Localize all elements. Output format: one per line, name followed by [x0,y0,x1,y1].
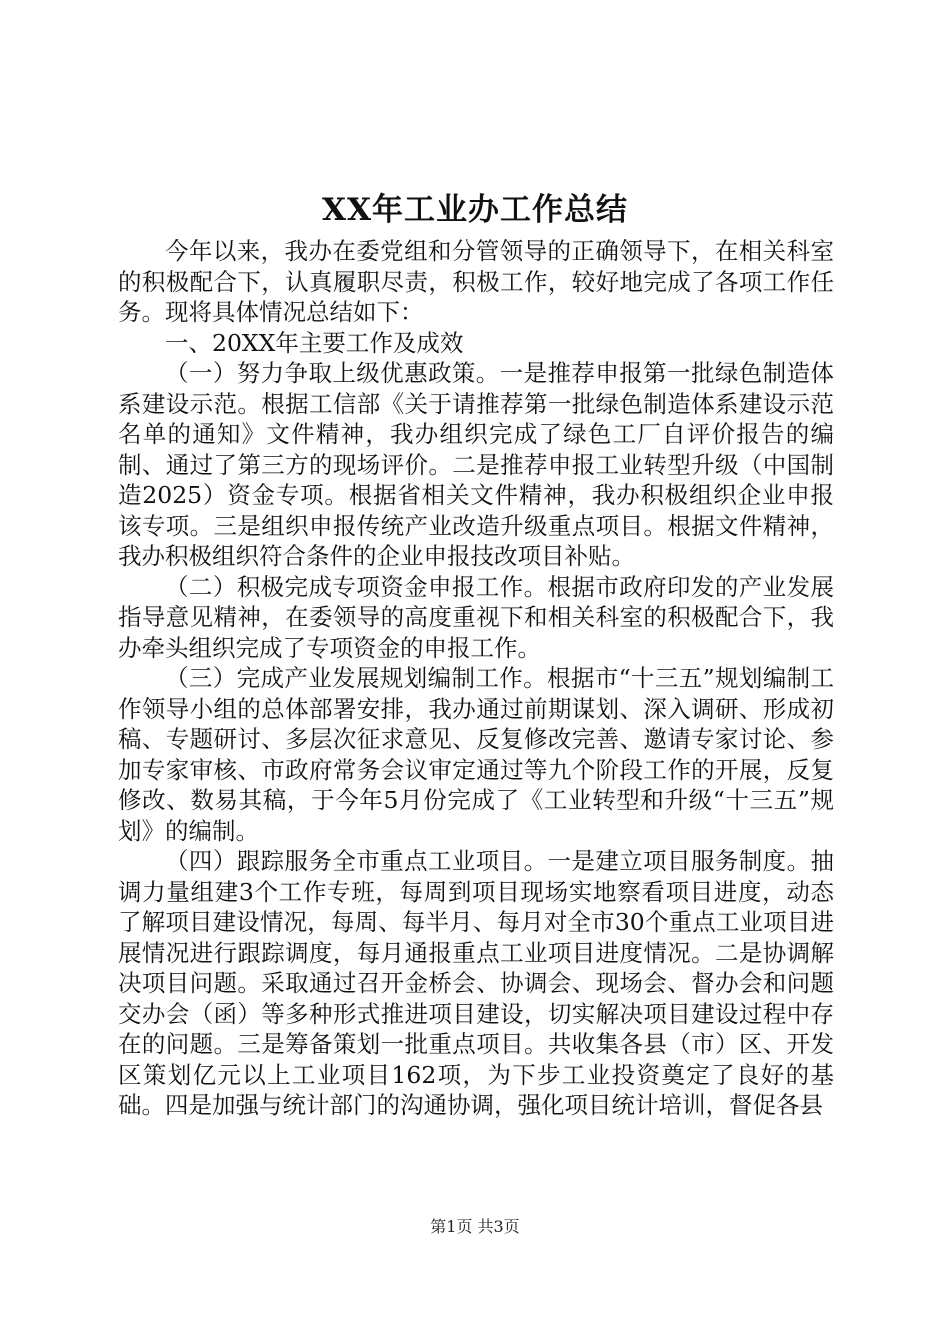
body-paragraph: （三）完成产业发展规划编制工作。根据市“十三五”规划编制工作领导小组的总体部署安排，我办通过前期谋划、深入调研、形成初稿、专题研讨、多层次征求意见、反复修改完善、邀请专家讨论、参加专家审核、市政府常务会议审定通过等九个阶段工作的开展，反复修改、数易其稿，于今年5月份完成了《工业转型和升级“十三五”规划》的编制。 [118,664,834,845]
document-title: XX年工业办工作总结 [321,192,629,228]
document-body [118,236,834,1121]
body-paragraph: （四）跟踪服务全市重点工业项目。一是建立项目服务制度。抽调力量组建3个工作专班，每周到项目现场实地察看项目进度，动态了解项目建设情况，每周、每半月、每月对全市30个重点工业项目进展情况进行跟踪调度，每月通报重点工业项目进度情况。二是协调解决项目问题。采取通过召开金桥会、协调会、现场会、督办会和问题交办会（函）等多种形式推进项目建设，切实解决项目建设过程中存在的问题。三是筹备策划一批重点项目。共收集各县（市）区、开发区策划亿元以上工业项目162项，为下步工业投资奠定了良好的基础。四是加强与统计部门的沟通协调，强化项目统计培训，督促各县 [118,847,834,1119]
page-footer: 第1页 共3页 [430,1217,520,1236]
section-heading: 一、20XX年主要工作及成效 [165,328,464,357]
body-paragraph: （二）积极完成专项资金申报工作。根据市政府印发的产业发展指导意见精神，在委领导的高度重视下和相关科室的积极配合下，我办牵头组织完成了专项资金的申报工作。 [118,572,834,662]
body-paragraph: （一）努力争取上级优惠政策。一是推荐申报第一批绿色制造体系建设示范。根据工信部《关于请推荐第一批绿色制造体系建设示范名单的通知》文件精神，我办组织完成了绿色工厂自评价报告的编制、通过了第三方的现场评价。二是推荐申报工业转型升级（中国制造2025）资金专项。根据省相关文件精神，我办积极组织企业申报该专项。三是组织申报传统产业改造升级重点项目。根据文件精神，我办积极组织符合条件的企业申报技改项目补贴。 [118,359,834,570]
intro-paragraph: 今年以来，我办在委党组和分管领导的正确领导下，在相关科室的积极配合下，认真履职尽责，积极工作，较好地完成了各项工作任务。现将具体情况总结如下： [118,237,834,326]
